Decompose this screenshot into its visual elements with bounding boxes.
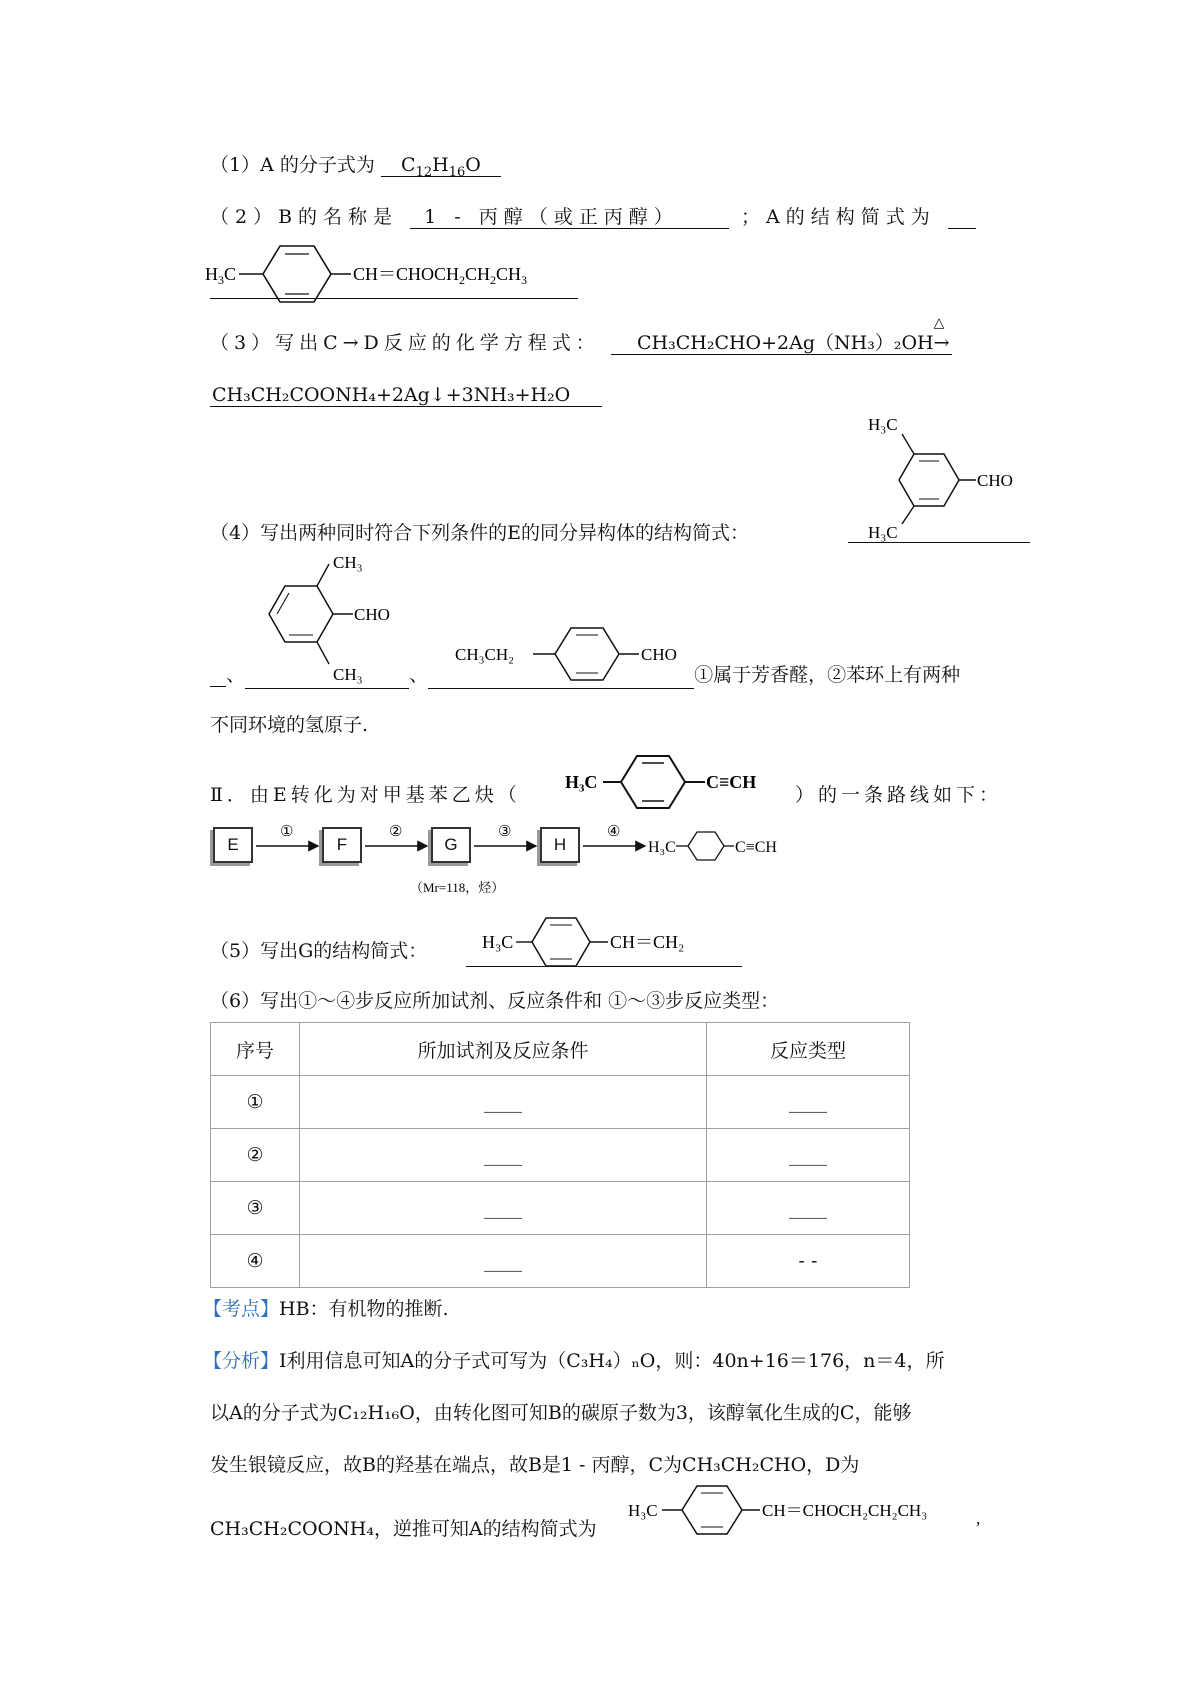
row-no: ④	[211, 1235, 300, 1288]
analysis-end: ,	[976, 1509, 981, 1528]
mol-a-underline	[210, 298, 578, 299]
mol-a-right: $CH=CHOCH_2CH_2CH_3$	[353, 264, 528, 287]
q4-cond2: 不同环境的氢原子.	[210, 714, 369, 736]
flow-node-h: H	[540, 827, 580, 863]
row-no: ③	[211, 1182, 300, 1235]
q4-sep2: 、	[409, 664, 429, 686]
kaodian-line	[203, 1296, 449, 1322]
q3-heat: △	[933, 315, 945, 331]
table-row	[211, 1235, 910, 1288]
row-no: ②	[211, 1129, 300, 1182]
q3-eq1-text: CH₃CH₂CHO+2Ag（NH₃）₂OH	[637, 332, 934, 354]
q4-line3	[210, 712, 368, 738]
molecule-target	[565, 748, 805, 818]
section2-line-a	[210, 782, 521, 808]
row-type: ____	[707, 1182, 910, 1235]
q4-underline	[848, 542, 1030, 543]
q4-sep1: 、	[226, 664, 246, 686]
q4-cond: ①属于芳香醛，②苯环上有两种	[694, 664, 961, 686]
flow-step-1: ①	[280, 824, 294, 840]
section2-line-b	[795, 782, 1002, 808]
mol-g-left: H₃C	[482, 932, 514, 952]
mol-g-right: CH＝CH₂	[610, 932, 685, 952]
q3-eq1	[611, 315, 952, 355]
table-row	[211, 1076, 910, 1129]
q1-line	[210, 152, 501, 186]
row-reagent: ____	[300, 1235, 707, 1288]
q3-eq2-text: CH₃CH₂COONH₄+2Ag↓+3NH₃+H₂O	[212, 384, 571, 406]
q4-blank-a	[210, 664, 226, 687]
fenxi-label: 【分析】	[203, 1350, 280, 1372]
flow-arrows	[250, 820, 810, 910]
row-reagent: ____	[300, 1129, 707, 1182]
q2-answer-text: 1 - 丙醇（或正丙醇）	[424, 206, 679, 228]
q5-line	[210, 938, 427, 964]
row-reagent: ____	[300, 1182, 707, 1235]
q2-line	[210, 204, 976, 230]
q5-text: （5）写出G的结构简式：	[210, 940, 428, 962]
row-type: ____	[707, 1076, 910, 1129]
mol-e2-me-bot: CH₃	[333, 665, 363, 684]
analysis-mol-left: H₃C	[628, 1501, 658, 1520]
q1-prefix: （1）A 的分子式为	[210, 154, 375, 176]
q4-blank-b	[245, 662, 409, 689]
row-reagent: ____	[300, 1076, 707, 1129]
q3-line	[210, 315, 952, 356]
mol-e2-cho: CHO	[354, 605, 390, 624]
row-type: ____	[707, 1129, 910, 1182]
row-no: ①	[211, 1076, 300, 1129]
q1-o: O	[465, 154, 481, 176]
mol-e1-me-top: H₃C	[868, 415, 898, 434]
q4-line2	[210, 662, 960, 689]
fenxi-line4	[210, 1516, 597, 1542]
q4-text: （4）写出两种同时符合下列条件的E的同分异构体的结构简式：	[210, 522, 749, 544]
answer-table	[210, 1022, 910, 1288]
fenxi-l3: 发生银镜反应，故B的羟基在端点，故B是1 - 丙醇，C为CH₃CH₂CHO，D为	[210, 1454, 860, 1476]
molecule-e1	[860, 410, 1050, 560]
fenxi-line2	[210, 1400, 911, 1426]
q2-blank	[948, 206, 976, 229]
target-left: H₃C	[565, 772, 598, 792]
flow-step-4: ④	[607, 824, 621, 840]
flow-product-left: H₃C	[648, 839, 676, 856]
fenxi-l2: 以A的分子式为C₁₂H₁₆O，由转化图可知B的碳原子数为3，该醇氧化生成的C，能够	[210, 1402, 912, 1424]
target-right: C≡CH	[706, 772, 757, 792]
q3-line2	[210, 382, 602, 408]
q2-prefix: （2）B的名称是	[210, 206, 399, 228]
table-header-reagent: 所加试剂及反应条件	[300, 1023, 707, 1076]
table-row	[211, 1182, 910, 1235]
analysis-mol-right: CH＝CHOCH₂CH₂CH₃	[762, 1501, 928, 1520]
flow-step-2: ②	[389, 824, 403, 840]
q1-n1: 12	[415, 164, 433, 180]
molecule-g	[478, 912, 738, 972]
fenxi-line3	[210, 1452, 859, 1478]
table-header-row	[211, 1023, 910, 1076]
flow-step-3: ③	[498, 824, 512, 840]
mol-e2-me-top: CH₃	[333, 553, 363, 572]
q2-mid: ；A的结构简式为	[740, 206, 936, 228]
q1-h: H	[432, 154, 449, 176]
q6-line	[210, 988, 779, 1014]
flow-node-g: G	[431, 827, 471, 863]
q6-text: （6）写出①～④步反应所加试剂、反应条件和 ①～③步反应类型：	[210, 990, 780, 1012]
q4-line	[210, 520, 749, 546]
q4-blank-c	[428, 662, 694, 689]
q3-arrow: △ →	[934, 332, 950, 354]
fenxi-l4a: CH₃CH₂COONH₄，逆推可知A的结构简式为	[210, 1518, 597, 1540]
mol-a-left: $H_3C$	[205, 264, 237, 287]
fenxi-line1	[203, 1348, 944, 1374]
q3-prefix: （3）写出C→D反应的化学方程式：	[210, 332, 600, 354]
q1-n2: 16	[448, 164, 466, 180]
kaodian-label: 【考点】	[203, 1298, 280, 1320]
fenxi-l1: Ⅰ利用信息可知A的分子式可写为（C₃H₄）ₙO，则：40n+16＝176，n＝4，所	[279, 1350, 945, 1372]
flow-node-e: E	[213, 827, 253, 863]
mol-e3-cho: CHO	[641, 645, 677, 664]
flow-product-right: C≡CH	[735, 839, 777, 856]
q3-eq2	[210, 384, 602, 407]
q2-answer	[410, 206, 729, 229]
section2-text-a: Ⅱ．由E转化为对甲基苯乙炔（	[210, 784, 521, 806]
table-row	[211, 1129, 910, 1182]
kaodian-text: HB：有机物的推断.	[279, 1298, 449, 1320]
row-type: - -	[707, 1235, 910, 1288]
q1-c: C	[401, 154, 416, 176]
table-header-no: 序号	[211, 1023, 300, 1076]
mol-e3-left: CH₃CH₂	[455, 645, 515, 664]
mol-e1-me-bot: H₃C	[868, 523, 898, 542]
flow-node-f: F	[322, 827, 362, 863]
molecule-a	[205, 232, 585, 304]
table-header-type: 反应类型	[707, 1023, 910, 1076]
molecule-a-analysis	[628, 1478, 988, 1548]
flow-g-note: （Mr=118，烃）	[410, 880, 505, 895]
mol-e1-cho: CHO	[977, 471, 1013, 490]
q5-underline	[466, 966, 742, 967]
q1-answer	[381, 154, 501, 180]
section2-text-b: ）的一条路线如下：	[795, 784, 1003, 806]
